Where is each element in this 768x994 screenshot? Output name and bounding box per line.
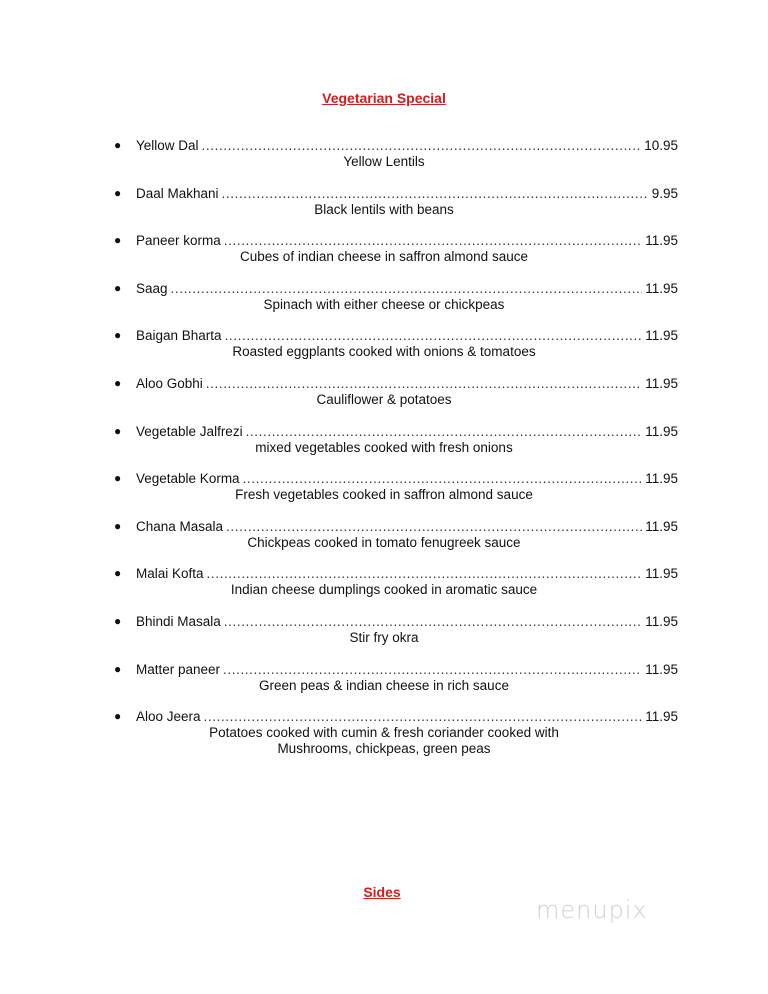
item-name: Yellow Dal <box>136 138 199 153</box>
item-description: Potatoes cooked with cumin & fresh coriander cooked with <box>209 725 559 740</box>
item-price: 11.95 <box>645 662 678 677</box>
dot-leader <box>226 519 642 534</box>
bullet-icon: ● <box>114 519 122 533</box>
menupix-watermark: menupix <box>536 896 648 924</box>
dot-leader <box>224 614 642 629</box>
section-title-vegetarian-special: Vegetarian Special <box>322 90 446 106</box>
bullet-icon: ● <box>114 281 122 295</box>
item-description: Indian cheese dumplings cooked in aromatic sauce <box>230 582 538 597</box>
item-name: Daal Makhani <box>136 186 219 201</box>
item-price: 11.95 <box>645 376 678 391</box>
bullet-icon: ● <box>114 424 122 438</box>
bullet-icon: ● <box>114 186 122 200</box>
bullet-icon: ● <box>114 566 122 580</box>
item-description: Cubes of indian cheese in saffron almond sauce <box>240 249 528 264</box>
dot-leader <box>206 376 642 391</box>
dot-leader <box>204 709 643 724</box>
item-price: 11.95 <box>645 519 678 534</box>
item-description-line-2: Mushrooms, chickpeas, green peas <box>277 741 491 756</box>
item-name: Paneer korma <box>136 233 221 248</box>
item-description: Chickpeas cooked in tomato fenugreek sauce <box>247 535 521 550</box>
item-name: Vegetable Jalfrezi <box>136 424 243 439</box>
bullet-icon: ● <box>114 376 122 390</box>
item-price: 11.95 <box>645 471 678 486</box>
item-price: 11.95 <box>645 614 678 629</box>
dot-leader <box>171 281 643 296</box>
item-name: Vegetable Korma <box>136 471 240 486</box>
item-description: Fresh vegetables cooked in saffron almond sauce <box>235 487 533 502</box>
item-description: Yellow Lentils <box>343 154 425 169</box>
item-price: 11.95 <box>645 328 678 343</box>
dot-leader <box>224 233 642 248</box>
item-name: Chana Masala <box>136 519 224 534</box>
item-name: Matter paneer <box>136 662 221 677</box>
item-price: 11.95 <box>645 233 678 248</box>
dot-leader <box>246 424 643 439</box>
item-price: 11.95 <box>645 709 678 724</box>
item-name: Malai Kofta <box>136 566 204 581</box>
item-description: mixed vegetables cooked with fresh onions <box>255 440 513 455</box>
item-description: Green peas & indian cheese in rich sauce <box>259 678 509 693</box>
bullet-icon: ● <box>114 614 122 628</box>
dot-leader <box>207 566 643 581</box>
item-name: Aloo Gobhi <box>136 376 203 391</box>
item-price: 11.95 <box>645 281 678 296</box>
bullet-icon: ● <box>114 662 122 676</box>
item-description: Spinach with either cheese or chickpeas <box>263 297 505 312</box>
item-description: Cauliflower & potatoes <box>316 392 452 407</box>
item-price: 11.95 <box>645 424 678 439</box>
item-description: Roasted eggplants cooked with onions & tomatoes <box>232 344 536 359</box>
item-price: 9.95 <box>651 186 678 201</box>
bullet-icon: ● <box>114 709 122 723</box>
dot-leader <box>222 186 649 201</box>
dot-leader <box>225 328 643 343</box>
section-title-sides: Sides <box>363 884 401 900</box>
bullet-icon: ● <box>114 328 122 342</box>
item-name: Baigan Bharta <box>136 328 222 343</box>
item-price: 10.95 <box>644 138 678 153</box>
item-description: Stir fry okra <box>349 630 419 645</box>
bullet-icon: ● <box>114 138 122 152</box>
dot-leader <box>202 138 642 153</box>
item-price: 11.95 <box>645 566 678 581</box>
dot-leader <box>223 662 642 677</box>
item-description: Black lentils with beans <box>314 202 454 217</box>
item-name: Saag <box>136 281 168 296</box>
bullet-icon: ● <box>114 471 122 485</box>
item-name: Aloo Jeera <box>136 709 201 724</box>
bullet-icon: ● <box>114 233 122 247</box>
dot-leader <box>243 471 643 486</box>
item-name: Bhindi Masala <box>136 614 221 629</box>
